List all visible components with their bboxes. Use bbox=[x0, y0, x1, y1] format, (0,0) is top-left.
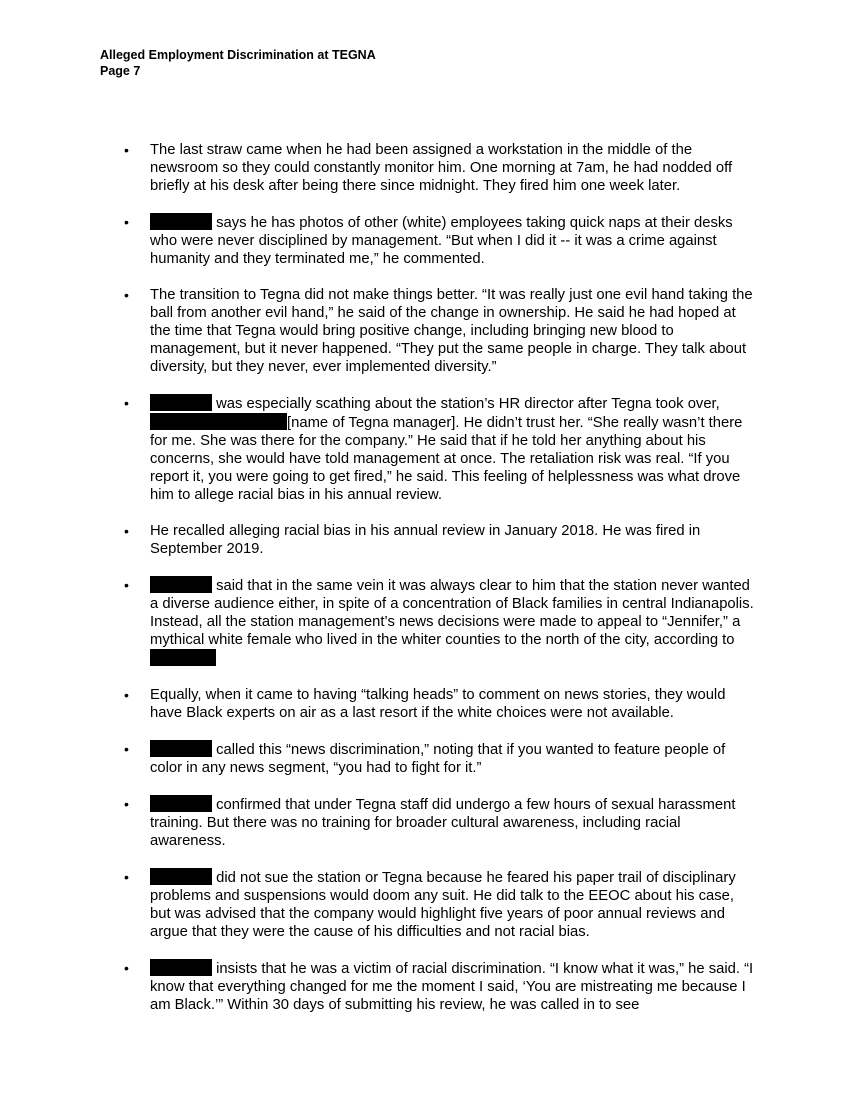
document-title: Alleged Employment Discrimination at TEGNA bbox=[100, 48, 376, 62]
bullet-paragraph bbox=[124, 286, 754, 376]
paragraph-text: insists that he was a victim of racial discrimination. “I know what it was,” he said. “I know that everything changed for me the moment I said, ‘You are mistreating me because I am Black.’” Within 30 days of submitting his review, he was called in to see bbox=[150, 961, 754, 1013]
redaction-block bbox=[150, 649, 216, 666]
redaction-block bbox=[150, 576, 212, 593]
bullet-paragraph bbox=[124, 740, 754, 777]
document-header bbox=[100, 47, 376, 79]
paragraph-text: Equally, when it came to having “talking heads” to comment on news stories, they would have Black experts on air as a last resort if the white choices were not available. bbox=[150, 687, 726, 721]
bullet-paragraph bbox=[124, 394, 754, 504]
bullet-paragraph bbox=[124, 868, 754, 941]
paragraph-text: [name of Tegna manager]. He didn’t trust her. “She really wasn’t there for me. She was there for the company.” He said that if he told her anything about his concerns, she would have told management at once. The retaliation risk was real. “If you report it, you were going to get fired,” he said. This feeling of helplessness was what drove him to allege racial bias in his annual review. bbox=[150, 415, 743, 503]
paragraph-text: confirmed that under Tegna staff did undergo a few hours of sexual harassment training. But there was no training for broader cultural awareness, including racial awareness. bbox=[150, 797, 736, 849]
paragraph-text: The transition to Tegna did not make things better. “It was really just one evil hand taking the ball from another evil hand,” he said of the change in ownership. He said he had hoped at the time that Tegna would bring positive change, including bringing new blood to management, but it never happened. “They put the same people in charge. They talk about diversity, but they never, ever implemented diversity.” bbox=[150, 287, 753, 375]
paragraph-text: did not sue the station or Tegna because he feared his paper trail of disciplinary problems and suspensions would doom any suit. He did talk to the EEOC about his case, but was advised that the company would highlight five years of poor annual reviews and argue that they were the cause of his difficulties and not racial bias. bbox=[150, 870, 736, 940]
bullet-paragraph bbox=[124, 576, 754, 668]
bullet-paragraph bbox=[124, 522, 754, 558]
page-number: Page 7 bbox=[100, 64, 141, 78]
paragraph-text: said that in the same vein it was always clear to him that the station never wanted a diverse audience either, in spite of a concentration of Black families in central Indianapolis. Instead, all the station management’s news decisions were made to appeal to “Jennifer,” a mythical white female who lived in the whiter counties to the north of the city, according to bbox=[150, 578, 754, 648]
redaction-block bbox=[150, 413, 287, 430]
redaction-block bbox=[150, 740, 212, 757]
redaction-block bbox=[150, 868, 212, 885]
paragraph-text: says he has photos of other (white) employees taking quick naps at their desks who were never disciplined by management. “But when I did it -- it was a crime against humanity and they terminated me,” he commented. bbox=[150, 215, 733, 267]
bullet-paragraph bbox=[124, 141, 754, 195]
paragraph-text: The last straw came when he had been assigned a workstation in the middle of the newsroom so they could constantly monitor him. One morning at 7am, he had nodded off briefly at his desk after being there since midnight. They fired him one week later. bbox=[150, 142, 733, 194]
bullet-paragraph bbox=[124, 795, 754, 850]
redaction-block bbox=[150, 213, 212, 230]
paragraph-text: called this “news discrimination,” noting that if you wanted to feature people of color in any news segment, “you had to fight for it.” bbox=[150, 742, 726, 776]
bullet-paragraph bbox=[124, 686, 754, 722]
redaction-block bbox=[150, 959, 212, 976]
document-body bbox=[124, 141, 754, 1032]
bullet-paragraph bbox=[124, 213, 754, 268]
bullet-paragraph bbox=[124, 959, 754, 1014]
redaction-block bbox=[150, 394, 212, 411]
paragraph-text: He recalled alleging racial bias in his annual review in January 2018. He was fired in September 2019. bbox=[150, 523, 701, 557]
paragraph-text: was especially scathing about the station’s HR director after Tegna took over, bbox=[216, 396, 720, 412]
redaction-block bbox=[150, 795, 212, 812]
